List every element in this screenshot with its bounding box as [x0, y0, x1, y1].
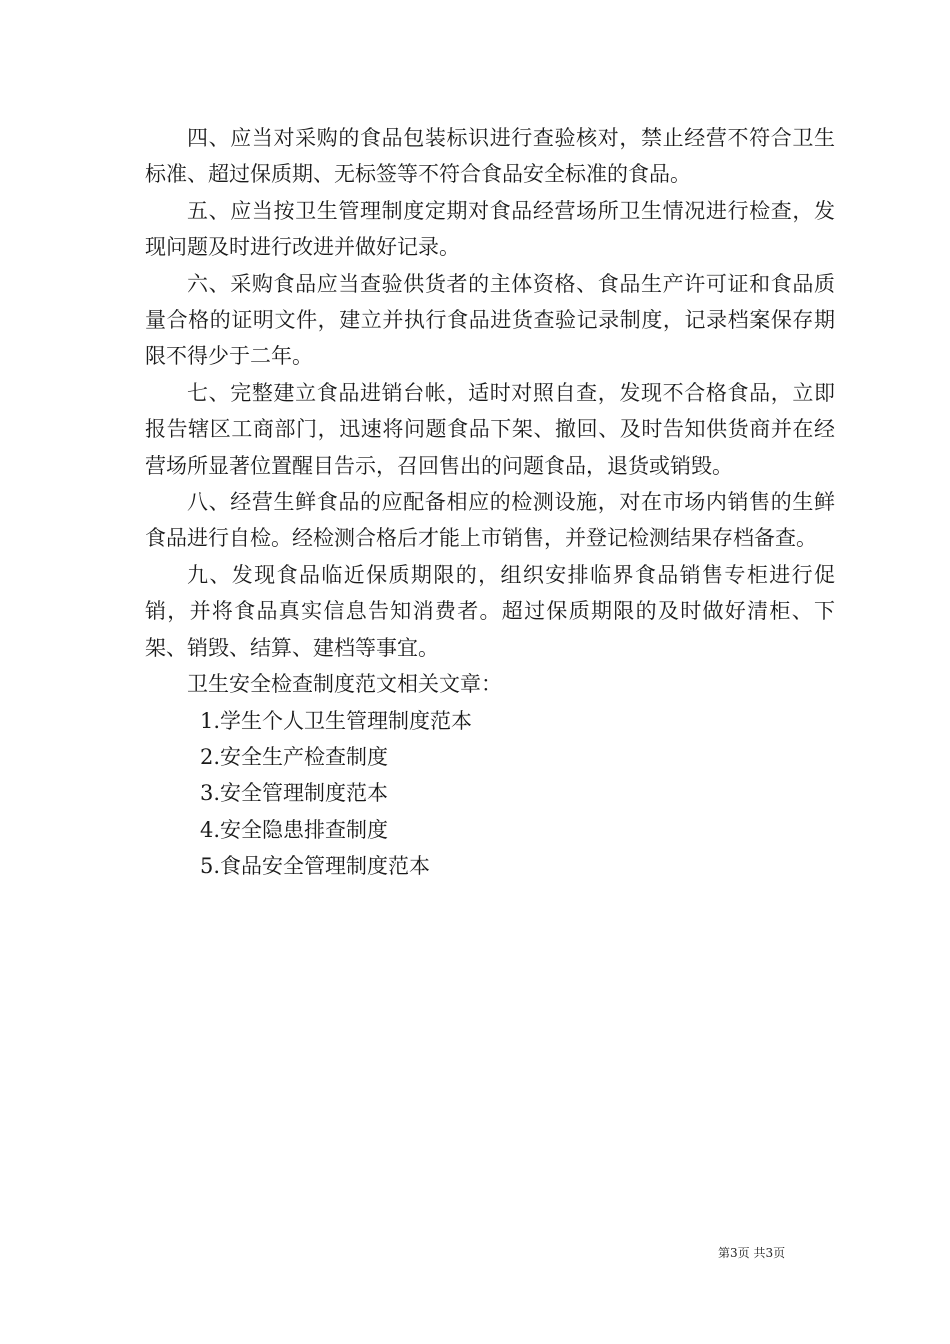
paragraph-7: 七、完整建立食品进销台帐，适时对照自查，发现不合格食品，立即报告辖区工商部门，迅速将问题食品下架、撤回、及时告知供货商并在经营场所显著位置醒目告示，召回售出的问题食品，退货或销毁。 — [145, 380, 835, 478]
page-number: 第3页 共3页 — [718, 1246, 786, 1260]
related-articles-list — [145, 703, 835, 885]
paragraph-5: 五、应当按卫生管理制度定期对食品经营场所卫生情况进行检查，发现问题及时进行改进并做好记录。 — [145, 198, 835, 260]
related-articles-heading: 卫生安全检查制度范文相关文章： — [187, 672, 502, 697]
paragraph-4: 四、应当对采购的食品包装标识进行查验核对，禁止经营不符合卫生标准、超过保质期、无标签等不符合食品安全标准的食品。 — [145, 126, 835, 187]
related-article-link[interactable]: 1.学生个人卫生管理制度范本 — [200, 708, 473, 733]
paragraph-8: 八、经营生鲜食品的应配备相应的检测设施，对在市场内销售的生鲜食品进行自检。经检测合格后才能上市销售，并登记检测结果存档备查。 — [145, 490, 835, 551]
document-body — [145, 120, 835, 885]
related-article-link[interactable]: 4.安全隐患排查制度 — [200, 817, 389, 842]
paragraph-9: 九、发现食品临近保质期限的，组织安排临界食品销售专柜进行促销，并将食品真实信息告知消费者。超过保质期限的及时做好清柜、下架、销毁、结算、建档等事宜。 — [145, 562, 835, 660]
related-article-link[interactable]: 2.安全生产检查制度 — [200, 744, 389, 769]
related-article-link[interactable]: 3.安全管理制度范本 — [200, 781, 389, 806]
paragraph-6: 六、采购食品应当查验供货者的主体资格、食品生产许可证和食品质量合格的证明文件，建立并执行食品进货查验记录制度，记录档案保存期限不得少于二年。 — [145, 271, 835, 369]
related-article-link[interactable]: 5.食品安全管理制度范本 — [200, 854, 431, 879]
